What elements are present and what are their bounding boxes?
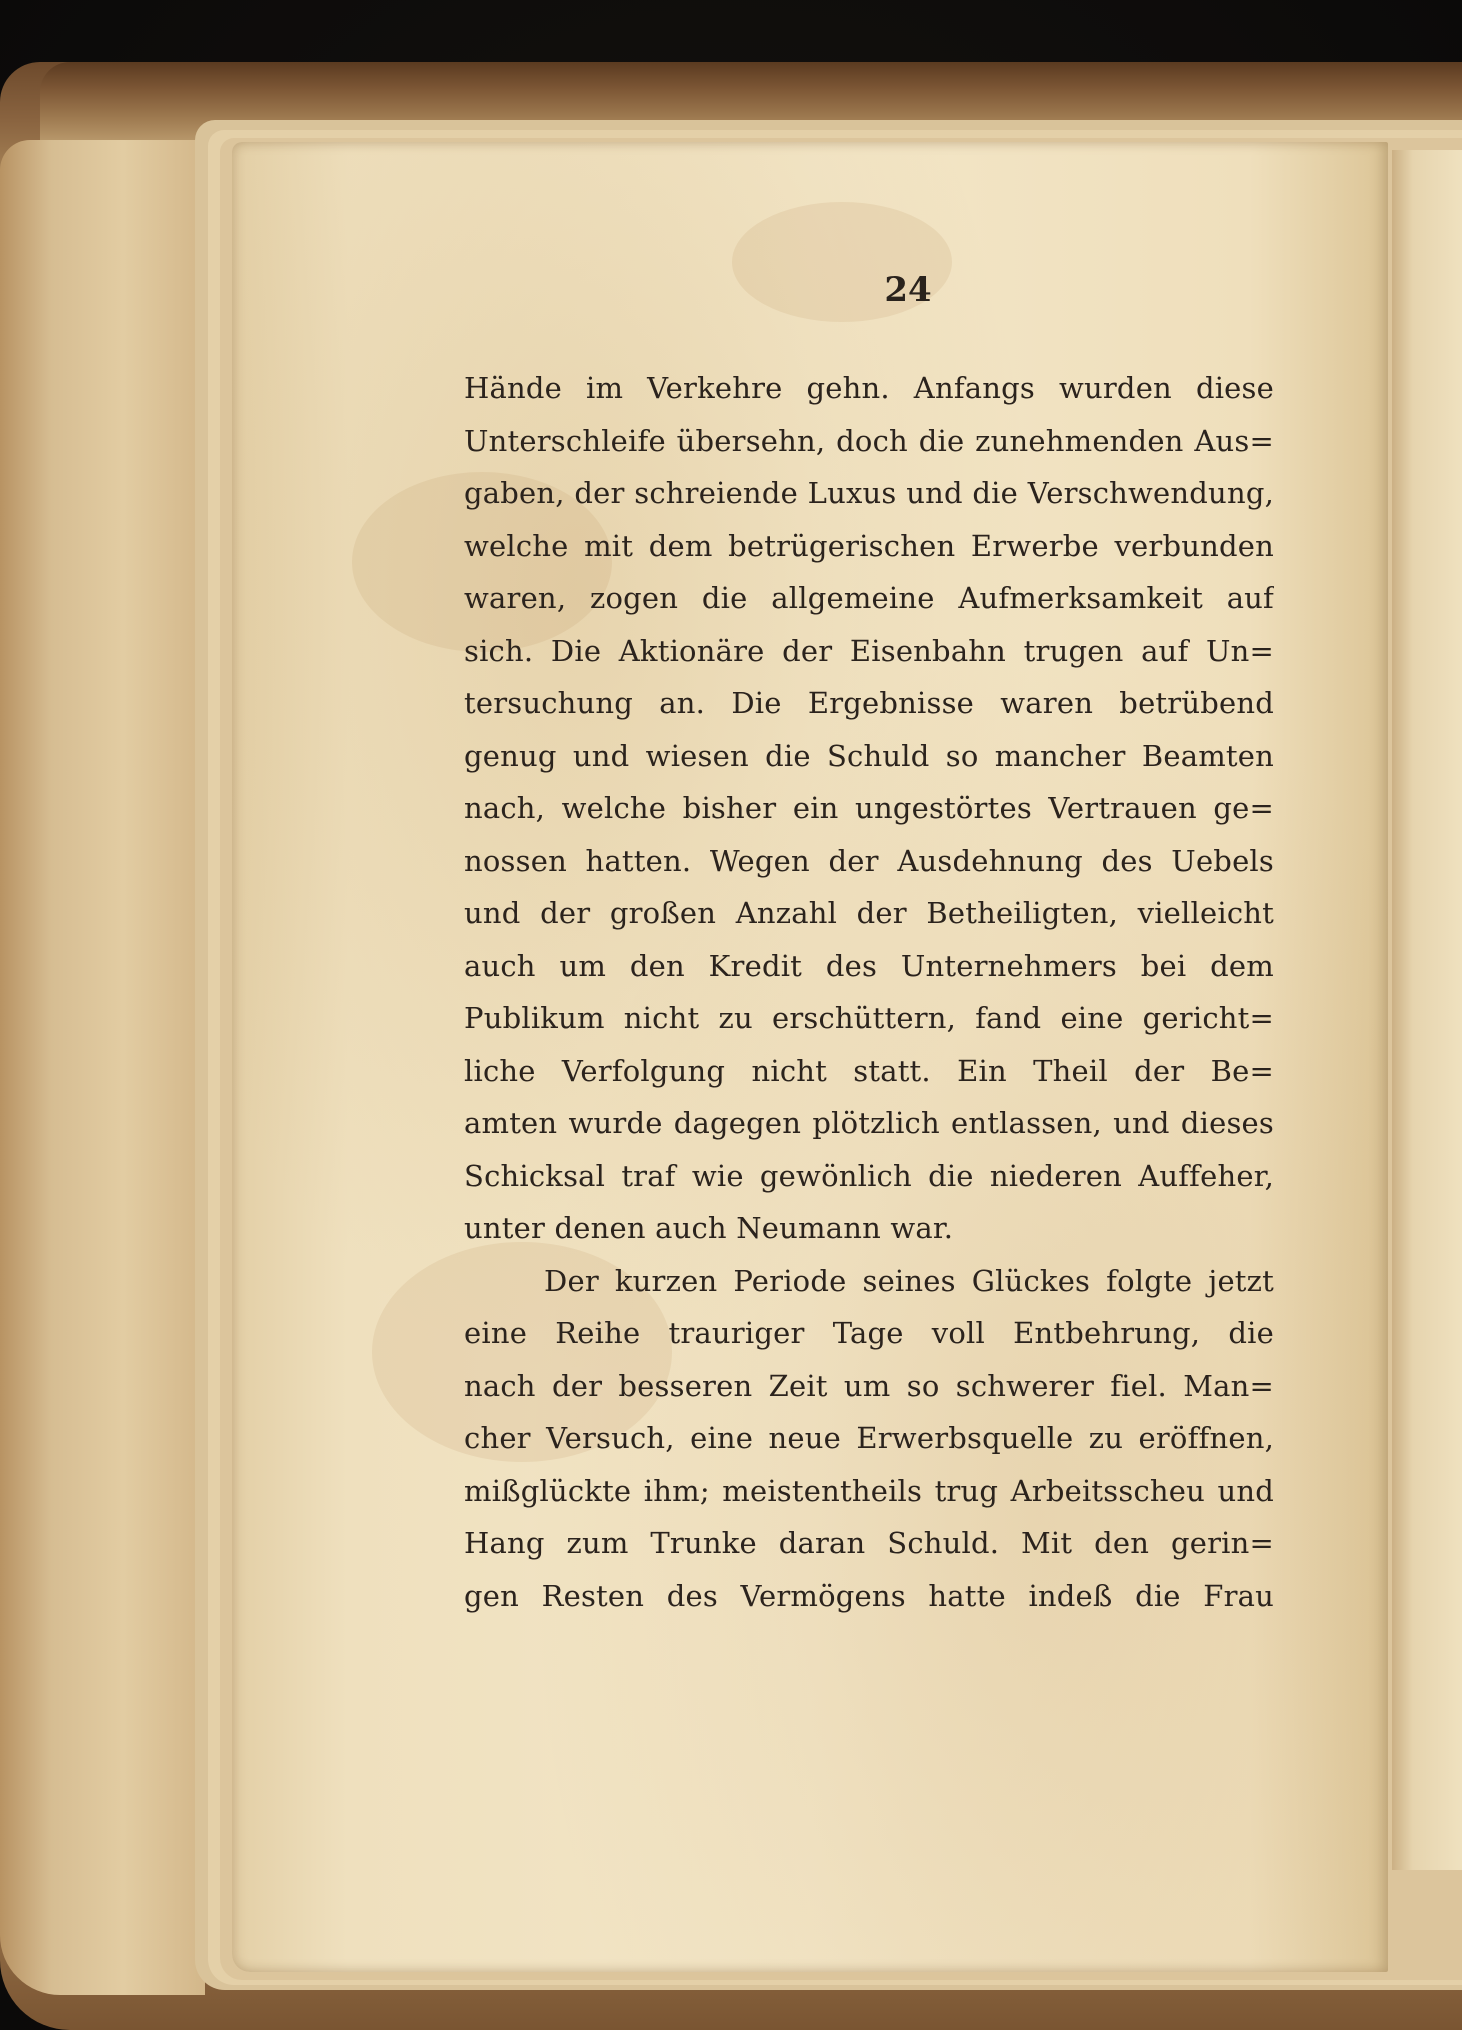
text-line: nossen hatten. Wegen der Ausdehnung des Uebels — [464, 843, 1274, 878]
paragraph — [464, 362, 1274, 1255]
text-line: eine Reihe trauriger Tage voll Entbehrung, die — [464, 1316, 1274, 1350]
body-text — [464, 362, 1274, 1622]
text-line: Schicksal traf wie gewönlich die niederen Auffeher, — [464, 1158, 1274, 1193]
text-line: auch um den Kredit des Unternehmers bei dem — [464, 948, 1274, 983]
text-line: und der großen Anzahl der Betheiligten, vielleicht — [464, 896, 1274, 930]
text-line: amten wurde dagegen plötzlich entlassen, und dieses — [464, 1106, 1274, 1140]
page-number: 24 — [884, 270, 932, 310]
text-line: gen Resten des Vermögens hatte indeß die Frau — [464, 1578, 1274, 1613]
left-flyleaf — [0, 140, 205, 1995]
text-line: mißglückte ihm; meistentheils trug Arbeitsscheu und — [464, 1473, 1274, 1508]
text-line: gaben, der schreiende Luxus und die Verschwendung, — [464, 476, 1274, 510]
text-line: Publikum nicht zu erschüttern, fand eine gericht= — [464, 1001, 1274, 1035]
text-line: Der kurzen Periode seines Glückes folgte jetzt — [544, 1263, 1274, 1298]
text-line: tersuchung an. Die Ergebnisse waren betrübend — [464, 686, 1274, 720]
facing-page-edge — [1392, 150, 1462, 1870]
paragraph — [464, 1255, 1274, 1623]
text-line: unter denen auch Neumann war. — [464, 1211, 954, 1245]
text-line: nach der besseren Zeit um so schwerer fiel. Man= — [464, 1368, 1274, 1403]
text-line: welche mit dem betrügerischen Erwerbe verbunden — [464, 528, 1274, 563]
text-line: Hang zum Trunke daran Schuld. Mit den gerin= — [464, 1526, 1274, 1560]
text-line: Unterschleife übersehn, doch die zunehmenden Aus= — [464, 423, 1274, 458]
book-page — [232, 142, 1388, 1972]
text-line: sich. Die Aktionäre der Eisenbahn trugen auf Un= — [464, 633, 1274, 668]
text-line: waren, zogen die allgemeine Aufmerksamkeit auf — [464, 581, 1274, 615]
text-line: nach, welche bisher ein ungestörtes Vertrauen ge= — [464, 791, 1274, 825]
text-line: Hände im Verkehre gehn. Anfangs wurden diese — [464, 371, 1274, 405]
text-line: cher Versuch, eine neue Erwerbsquelle zu eröffnen, — [464, 1421, 1274, 1455]
text-line: liche Verfolgung nicht statt. Ein Theil der Be= — [464, 1053, 1274, 1088]
text-line: genug und wiesen die Schuld so mancher Beamten — [464, 738, 1274, 773]
